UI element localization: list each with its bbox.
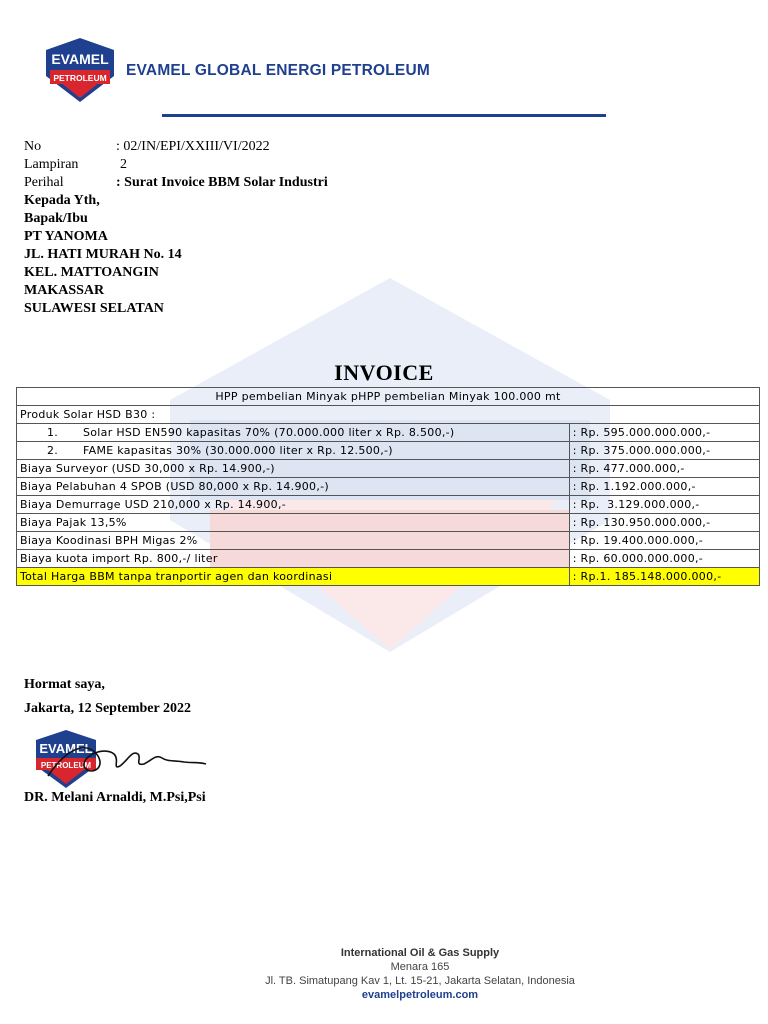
meta-perihal-row [24,174,328,192]
stamp-bottom-text: PETROLEUM [40,761,92,770]
item-amount: : Rp. 375.000.000.000,- [569,442,759,460]
recipient-line: PT YANOMA [24,229,108,244]
cost-desc: Biaya Demurrage USD 210,000 x Rp. 14.900,- [17,496,570,514]
footer-website-link[interactable]: evamelpetroleum.com [361,989,479,1001]
page-footer [230,946,610,1002]
recipient-line: Kepada Yth, [24,193,100,208]
item-desc: FAME kapasitas 30% (30.000.000 liter x Rp. 12.500,-) [83,444,393,457]
footer-building: Menara 165 [390,961,450,973]
recipient-line: MAKASSAR [24,283,105,298]
recipient-address [24,192,182,318]
logo-top-text: EVAMEL [51,51,109,67]
meta-lampiran-value: 2 [120,157,127,172]
table-row [17,532,760,550]
closing-greeting: Hormat saya, [24,677,105,692]
recipient-line: JL. HATI MURAH No. 14 [24,247,182,262]
table-header: HPP pembelian Minyak pHPP pembelian Minyak 100.000 mt [17,388,760,406]
table-row [17,424,760,442]
letter-meta [24,138,328,192]
signer-name: DR. Melani Arnaldi, M.Psi,Psi [24,790,206,805]
total-row [17,568,760,586]
item-number: 1. [47,426,59,439]
recipient-line: KEL. MATTOANGIN [24,265,159,280]
total-desc: Total Harga BBM tanpa tranportir agen dan koordinasi [17,568,570,586]
table-row [17,514,760,532]
company-logo [44,36,116,104]
table-row [17,550,760,568]
table-row [17,406,760,424]
cost-desc: Biaya Pajak 13,5% [17,514,570,532]
table-header-row [17,388,760,406]
item-desc: Solar HSD EN590 kapasitas 70% (70.000.000 liter x Rp. 8.500,-) [83,426,455,439]
cost-desc: Biaya Koodinasi BPH Migas 2% [17,532,570,550]
cost-amount: : Rp. 477.000.000,- [569,460,759,478]
meta-perihal-label: Perihal [24,175,64,190]
closing-block [24,676,191,718]
item-desc-cell [17,442,570,460]
table-row [17,478,760,496]
item-number: 2. [47,444,59,457]
cost-desc: Biaya Pelabuhan 4 SPOB (USD 80,000 x Rp. 14.900,-) [17,478,570,496]
cost-amount: : Rp. 19.400.000.000,- [569,532,759,550]
footer-tagline: International Oil & Gas Supply [340,947,500,959]
closing-place-date: Jakarta, 12 September 2022 [24,701,191,716]
stamp-top-text: EVAMEL [39,741,93,756]
cost-amount: : Rp. 3.129.000.000,- [569,496,759,514]
cost-desc: Biaya Surveyor (USD 30,000 x Rp. 14.900,-) [17,460,570,478]
recipient-line: Bapak/Ibu [24,211,88,226]
cost-desc: Biaya kuota import Rp. 800,-/ liter [17,550,570,568]
product-line: Produk Solar HSD B30 : [17,406,760,424]
meta-lampiran-row [24,156,328,174]
table-row [17,460,760,478]
cost-amount: : Rp. 1.192.000.000,- [569,478,759,496]
total-amount: : Rp.1. 185.148.000.000,- [569,568,759,586]
recipient-line: SULAWESI SELATAN [24,301,164,316]
cost-amount: : Rp. 60.000.000.000,- [569,550,759,568]
meta-no-row [24,138,328,156]
meta-perihal-value: : Surat Invoice BBM Solar Industri [116,175,328,190]
meta-no-value: : 02/IN/EPI/XXIII/VI/2022 [116,139,270,154]
meta-no-label: No [24,139,42,154]
table-row [17,496,760,514]
meta-lampiran-label: Lampiran [24,157,79,172]
invoice-table [16,387,760,586]
cost-amount: : Rp. 130.950.000.000,- [569,514,759,532]
company-name: EVAMEL GLOBAL ENERGI PETROLEUM [126,62,430,79]
footer-address: Jl. TB. Simatupang Kav 1, Lt. 15-21, Jakarta Selatan, Indonesia [265,975,575,987]
invoice-title: INVOICE [334,360,434,385]
header-divider [162,114,606,117]
item-amount: : Rp. 595.000.000.000,- [569,424,759,442]
logo-bottom-text: PETROLEUM [53,73,107,83]
item-desc-cell [17,424,570,442]
table-row [17,442,760,460]
